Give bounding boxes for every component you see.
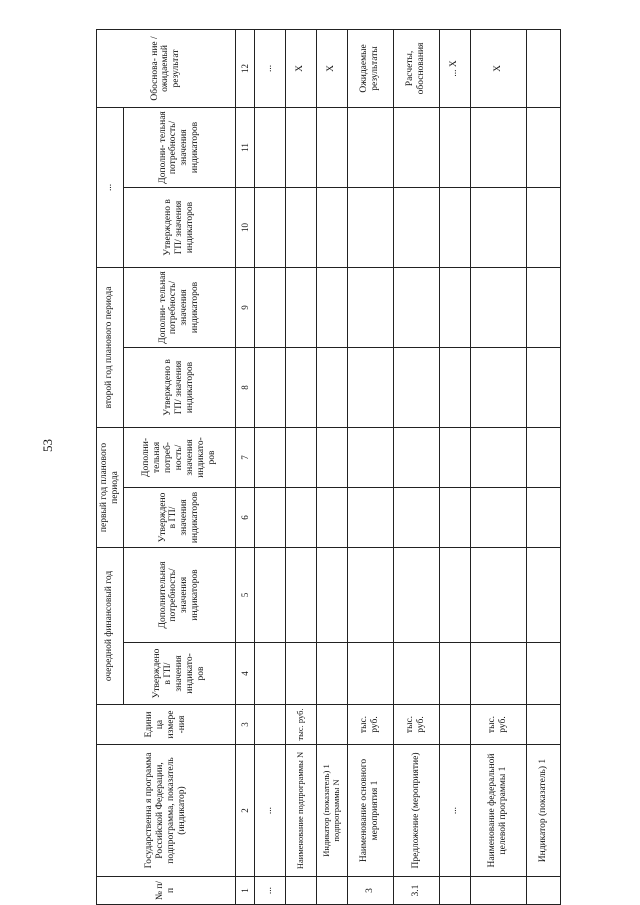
table-row <box>470 29 526 904</box>
row-num: 3 <box>347 877 393 905</box>
row-num: 3.1 <box>393 877 439 905</box>
row-name: ... <box>254 745 285 877</box>
header-g1-approved: Утверждено в ГП/ значения индикато- ров <box>123 643 235 705</box>
col-number: 8 <box>235 347 254 427</box>
row-name: ... <box>439 745 470 877</box>
budget-table <box>96 29 561 905</box>
row-result: X <box>470 29 526 107</box>
row-num <box>316 877 347 905</box>
header-g4-additional: Дополни- тельная потребность/ значения индикаторов <box>123 107 235 187</box>
row-result <box>526 29 560 107</box>
row-unit: тыс. руб. <box>285 705 316 745</box>
row-num <box>526 877 560 905</box>
row-name: Наименование подпрограммы N <box>285 745 316 877</box>
table-row <box>347 29 393 904</box>
header-g1-additional: Дополнительная потребность/ значения индикаторов <box>123 547 235 642</box>
col-number: 2 <box>235 745 254 877</box>
col-number: 6 <box>235 487 254 547</box>
col-number: 5 <box>235 547 254 642</box>
col-number: 11 <box>235 107 254 187</box>
table-row <box>254 29 285 904</box>
header-unit: Едини ца измере -ния <box>97 705 236 745</box>
header-g3-additional: Дополни- тельная потребность/ значения индикаторов <box>123 267 235 347</box>
row-name: Наименование основного мероприятия 1 <box>347 745 393 877</box>
col-number: 10 <box>235 187 254 267</box>
col-number: 7 <box>235 427 254 487</box>
header-g2-additional: Дополни- тельная потреб- ность/ значения индикато- ров <box>123 427 235 487</box>
row-name: Наименование федеральной целевой программы 1 <box>470 745 526 877</box>
table-row <box>526 29 560 904</box>
row-result: Расчеты, обоснования <box>393 29 439 107</box>
header-group-1: очередной финансовый год <box>97 547 124 704</box>
row-name: Индикатор (показатель) 1 подпрограммы N <box>316 745 347 877</box>
header-group-2: первый год планового периода <box>97 427 124 547</box>
col-number: 12 <box>235 29 254 107</box>
rotated-table-sheet <box>96 30 549 905</box>
row-num <box>285 877 316 905</box>
table-row <box>316 29 347 904</box>
header-group-3: второй год планового периода <box>97 267 124 427</box>
row-unit: тыс. руб. <box>347 705 393 745</box>
row-result: ... <box>254 29 285 107</box>
row-num <box>439 877 470 905</box>
table-row <box>393 29 439 904</box>
col-number: 3 <box>235 705 254 745</box>
header-g4-approved: Утверждено в ГП/ значения индикаторов <box>123 187 235 267</box>
row-name: Индикатор (показатель) 1 <box>526 745 560 877</box>
row-unit <box>254 705 285 745</box>
header-row-1 <box>97 29 124 904</box>
col-number: 9 <box>235 267 254 347</box>
row-result: X <box>285 29 316 107</box>
row-result: X <box>316 29 347 107</box>
row-unit: тыс. руб. <box>393 705 439 745</box>
row-unit: тыс. руб. <box>470 705 526 745</box>
col-number: 1 <box>235 877 254 905</box>
header-g3-approved: Утверждено в ГП/ значения индикаторов <box>123 347 235 427</box>
row-result: ... X <box>439 29 470 107</box>
column-number-row <box>235 29 254 904</box>
table-row <box>285 29 316 904</box>
row-num: ... <box>254 877 285 905</box>
row-unit <box>316 705 347 745</box>
col-number: 4 <box>235 643 254 705</box>
header-group-4: ... <box>97 107 124 267</box>
header-name: Государственна я программа Российской Федерации, подпрограмма, показатель (индикатор) <box>97 745 236 877</box>
header-g2-approved: Утверждено в ГП/ значения индикаторов <box>123 487 235 547</box>
row-unit <box>439 705 470 745</box>
row-result: Ожидаемые результаты <box>347 29 393 107</box>
header-num: № п/п <box>97 877 236 905</box>
row-unit <box>526 705 560 745</box>
page-number: 53 <box>40 439 55 452</box>
row-name: Предложение (мероприятие) <box>393 745 439 877</box>
table-row <box>439 29 470 904</box>
row-num <box>470 877 526 905</box>
header-result: Обоснова- ние /ожидаемый результат <box>97 29 236 107</box>
